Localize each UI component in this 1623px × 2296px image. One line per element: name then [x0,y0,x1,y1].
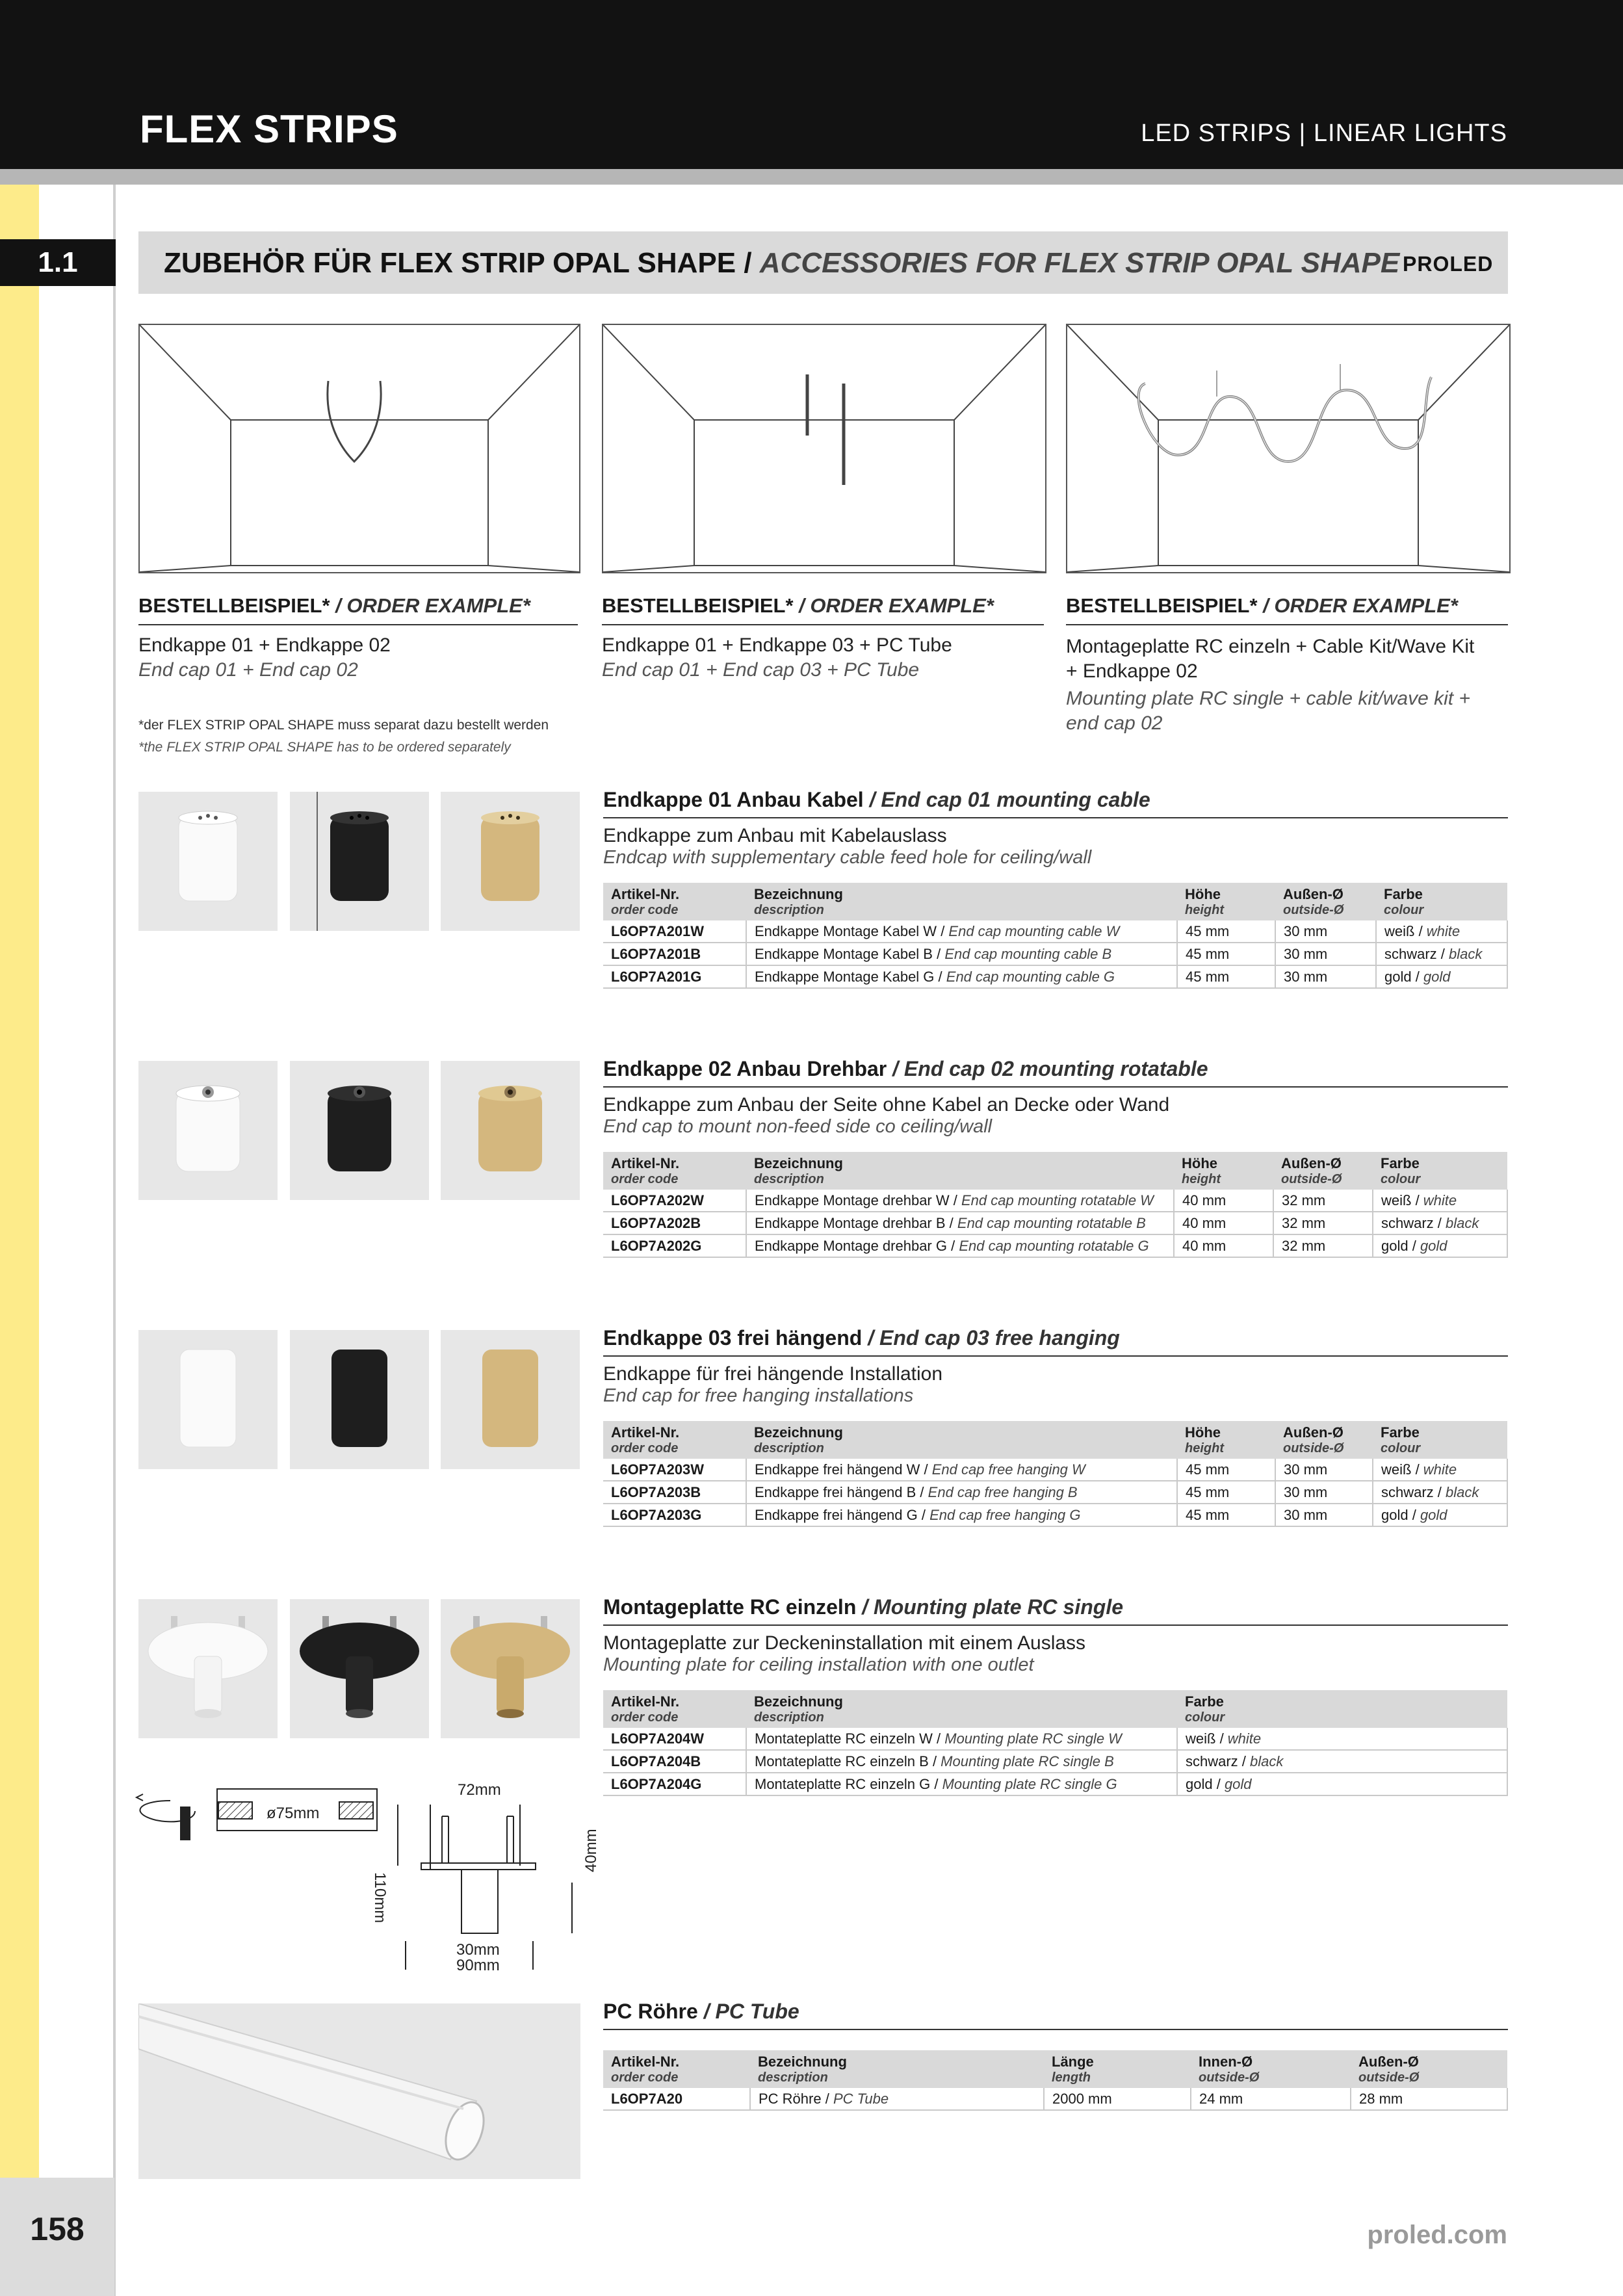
description-cell: PC Röhre / PC Tube [750,2088,1044,2110]
photo-end-cap-03-black [290,1330,429,1469]
photo-end-cap-03-gold [441,1330,580,1469]
column-header: Bezeichnung description [746,1690,1177,1728]
product-title [603,1057,1508,1088]
description-cell: Endkappe Montage drehbar G / End cap mounting rotatable G [746,1234,1174,1257]
product-title [603,2000,1508,2030]
product-end-cap-02 [603,1057,1508,1138]
product-desc-de: Montageplatte zur Deckeninstallation mit einem Auslass [603,1632,1086,1654]
order-code: L6OP7A202G [603,1234,746,1257]
photo-mounting-plate-gold [441,1599,580,1738]
product-title-de: Endkappe 03 frei hängend [603,1326,863,1350]
top-divider [0,169,1623,185]
product-title-en: / End cap 02 mounting rotatable [887,1057,1208,1080]
colour-cell: weiß / white [1373,1190,1507,1212]
product-desc-de: Endkappe zum Anbau mit Kabelauslass [603,825,947,846]
order-example-heading-de: BESTELLBEISPIEL* [138,594,330,617]
table-header-row [603,883,1507,920]
colour-cell: schwarz / black [1373,1212,1507,1234]
column-header: Außen-Ø outside-Ø [1275,883,1376,920]
margin-line [113,185,116,2296]
table-header-row [603,1152,1507,1190]
order-code: L6OP7A201W [603,920,746,943]
footnote-en: *the FLEX STRIP OPAL SHAPE has to be ordered separately [138,740,511,755]
column-header: Artikel-Nr. order code [603,1690,746,1728]
order-example-3 [1066,594,1508,736]
column-header: Farbe colour [1373,1152,1507,1190]
scene-example-2 [602,324,1046,573]
column-header: Höhe height [1177,883,1275,920]
table-row [603,1212,1507,1234]
section-title-sep: / [736,247,760,279]
column-header: Bezeichnung description [746,883,1177,920]
colour-cell: weiß / white [1376,920,1507,943]
outside-diameter-cell: 30 mm [1275,920,1376,943]
product-title [603,1595,1508,1626]
mounting-plate-dimension-drawing [130,1775,591,1983]
height-cell: 40 mm [1174,1190,1273,1212]
order-example-en: End cap 01 + End cap 03 + PC Tube [602,659,920,681]
order-code: L6OP7A203W [603,1459,746,1481]
photo-pc-tube [138,2003,580,2179]
description-cell: Endkappe Montage drehbar W / End cap mounting rotatable W [746,1190,1174,1212]
order-example-heading-de: BESTELLBEISPIEL* [1066,594,1258,617]
product-title-de: Montageplatte RC einzeln [603,1595,857,1619]
table-row [603,1504,1507,1526]
column-header: Artikel-Nr. order code [603,1421,746,1459]
table-row [603,1481,1507,1504]
header-category: LED STRIPS | LINEAR LIGHTS [1141,120,1507,147]
column-header: Höhe height [1174,1152,1273,1190]
outside-diameter-cell: 32 mm [1273,1234,1373,1257]
order-code: L6OP7A203B [603,1481,746,1504]
table-row [603,1234,1507,1257]
description-cell: Endkappe Montage Kabel B / End cap mounting cable B [746,943,1177,965]
table-row [603,2088,1507,2110]
description-cell: Montateplatte RC einzeln G / Mounting plate RC single G [746,1773,1177,1795]
table-header-row [603,2050,1507,2088]
height-cell: 45 mm [1177,943,1275,965]
table-row [603,1750,1507,1773]
order-code: L6OP7A202B [603,1212,746,1234]
side-color-strip [0,185,39,2178]
photo-end-cap-01-white [138,792,278,931]
colour-cell: schwarz / black [1177,1750,1507,1773]
description-cell: Montateplatte RC einzeln W / Mounting plate RC single W [746,1728,1177,1750]
spec-table-end-cap-01 [603,883,1508,989]
description-cell: Endkappe Montage Kabel G / End cap mounting cable G [746,965,1177,988]
column-header: Außen-Ø outside-Ø [1275,1421,1373,1459]
product-desc-en: Mounting plate for ceiling installation with one outlet [603,1654,1034,1675]
column-header: Außen-Ø outside-Ø [1273,1152,1373,1190]
spec-table-end-cap-03 [603,1421,1508,1527]
column-header: Innen-Ø outside-Ø [1191,2050,1351,2088]
product-title [603,788,1508,818]
table-row [603,1190,1507,1212]
description-cell: Endkappe frei hängend W / End cap free hanging W [746,1459,1177,1481]
proled-logo: PROLED [1403,252,1494,276]
dimension-tube-height: 40mm [582,1829,600,1872]
order-example-heading [1066,594,1508,625]
order-example-1 [138,594,578,681]
order-example-de: Montageplatte RC einzeln + Cable Kit/Wave Kit + Endkappe 02 [1066,636,1475,682]
product-desc-en: End cap for free hanging installations [603,1385,914,1406]
order-example-heading [602,594,1044,625]
height-cell: 40 mm [1174,1212,1273,1234]
table-row [603,965,1507,988]
spec-table-end-cap-02 [603,1152,1508,1258]
table-row [603,943,1507,965]
height-cell: 45 mm [1177,1481,1275,1504]
colour-cell: weiß / white [1373,1459,1507,1481]
photo-end-cap-02-white [138,1061,278,1200]
order-code: L6OP7A203G [603,1504,746,1526]
outside-diameter-cell: 32 mm [1273,1190,1373,1212]
inner-diameter-cell: 24 mm [1191,2088,1351,2110]
column-header: Bezeichnung description [746,1152,1174,1190]
order-code: L6OP7A204W [603,1728,746,1750]
product-mounting-plate [603,1595,1508,1676]
section-title [164,247,1399,280]
table-header-row [603,1421,1507,1459]
order-code: L6OP7A201B [603,943,746,965]
product-end-cap-03 [603,1326,1508,1407]
photo-end-cap-03-white [138,1330,278,1469]
colour-cell: gold / gold [1373,1504,1507,1526]
table-row [603,1773,1507,1795]
product-desc-en: End cap to mount non-feed side co ceiling/wall [603,1116,993,1137]
header-title: FLEX STRIPS [140,107,398,151]
product-end-cap-01 [603,788,1508,868]
description-cell: Endkappe frei hängend B / End cap free hanging B [746,1481,1177,1504]
column-header: Länge length [1044,2050,1191,2088]
outside-diameter-cell: 28 mm [1351,2088,1507,2110]
table-header-row [603,1690,1507,1728]
photo-end-cap-02-gold [441,1061,580,1200]
order-code: L6OP7A202W [603,1190,746,1212]
product-pc-tube [603,2000,1508,2030]
column-header: Bezeichnung description [750,2050,1044,2088]
product-title-de: Endkappe 02 Anbau Drehbar [603,1057,887,1080]
order-example-heading-de: BESTELLBEISPIEL* [602,594,794,617]
outside-diameter-cell: 30 mm [1275,965,1376,988]
order-example-de: Endkappe 01 + Endkappe 02 [138,634,391,656]
colour-cell: schwarz / black [1376,943,1507,965]
column-header: Artikel-Nr. order code [603,1152,746,1190]
order-example-en: End cap 01 + End cap 02 [138,659,358,681]
outside-diameter-cell: 30 mm [1275,1504,1373,1526]
product-desc-de: Endkappe für frei hängende Installation [603,1363,943,1385]
photo-end-cap-01-gold [441,792,580,931]
order-code: L6OP7A20 [603,2088,750,2110]
photo-mounting-plate-black [290,1599,429,1738]
product-title-en: / End cap 03 free hanging [862,1326,1120,1350]
photo-end-cap-01-black [290,792,429,931]
product-title [603,1326,1508,1357]
colour-cell: schwarz / black [1373,1481,1507,1504]
scene-example-1 [138,324,580,573]
footnote-de: *der FLEX STRIP OPAL SHAPE muss separat dazu bestellt werden [138,718,549,733]
product-desc-de: Endkappe zum Anbau der Seite ohne Kabel an Decke oder Wand [603,1094,1170,1115]
column-header: Bezeichnung description [746,1421,1177,1459]
order-example-heading-en: / ORDER EXAMPLE* [330,594,530,617]
table-row [603,920,1507,943]
height-cell: 40 mm [1174,1234,1273,1257]
order-code: L6OP7A201G [603,965,746,988]
height-cell: 45 mm [1177,1504,1275,1526]
description-cell: Montateplatte RC einzeln B / Mounting plate RC single B [746,1750,1177,1773]
colour-cell: gold / gold [1376,965,1507,988]
height-cell: 45 mm [1177,1459,1275,1481]
column-header: Artikel-Nr. order code [603,2050,750,2088]
product-desc-en: Endcap with supplementary cable feed hole for ceiling/wall [603,847,1092,868]
dimension-diameter: ø75mm [266,1805,320,1822]
length-cell: 2000 mm [1044,2088,1191,2110]
photo-end-cap-02-black [290,1061,429,1200]
product-title-de: PC Röhre [603,2000,698,2023]
table-row [603,1459,1507,1481]
spec-table-mounting-plate [603,1690,1508,1796]
scene-example-3 [1066,324,1511,573]
section-number: 1.1 [0,239,116,286]
footer-url[interactable]: proled.com [1367,2221,1507,2249]
column-header: Farbe colour [1177,1690,1507,1728]
order-code: L6OP7A204G [603,1773,746,1795]
outside-diameter-cell: 30 mm [1275,1459,1373,1481]
section-title-en: ACCESSORIES FOR FLEX STRIP OPAL SHAPE [759,247,1400,279]
description-cell: Endkappe Montage Kabel W / End cap mounting cable W [746,920,1177,943]
section-title-de: ZUBEHÖR FÜR FLEX STRIP OPAL SHAPE [164,247,736,279]
dimension-total-height: 110mm [371,1872,389,1924]
column-header: Außen-Ø outside-Ø [1351,2050,1507,2088]
order-example-en: Mounting plate RC single + cable kit/wave kit + end cap 02 [1066,688,1470,734]
height-cell: 45 mm [1177,920,1275,943]
dimension-base-width: 90mm [456,1957,500,1974]
order-code: L6OP7A204B [603,1750,746,1773]
dimension-tube-width: 30mm [456,1941,500,1959]
order-example-2 [602,594,1044,681]
product-title-en: / Mounting plate RC single [856,1595,1124,1619]
order-example-heading [138,594,578,625]
order-example-heading-en: / ORDER EXAMPLE* [1257,594,1458,617]
height-cell: 45 mm [1177,965,1275,988]
column-header: Artikel-Nr. order code [603,883,746,920]
column-header: Farbe colour [1373,1421,1507,1459]
order-example-heading-en: / ORDER EXAMPLE* [793,594,994,617]
description-cell: Endkappe frei hängend G / End cap free hanging G [746,1504,1177,1526]
outside-diameter-cell: 30 mm [1275,1481,1373,1504]
outside-diameter-cell: 32 mm [1273,1212,1373,1234]
photo-mounting-plate-white [138,1599,278,1738]
colour-cell: weiß / white [1177,1728,1507,1750]
column-header: Höhe height [1177,1421,1275,1459]
page-number: 158 [30,2211,84,2247]
colour-cell: gold / gold [1177,1773,1507,1795]
outside-diameter-cell: 30 mm [1275,943,1376,965]
spec-table-pc-tube [603,2050,1508,2111]
product-title-en: / PC Tube [697,2000,799,2023]
order-example-de: Endkappe 01 + Endkappe 03 + PC Tube [602,634,952,656]
column-header: Farbe colour [1376,883,1507,920]
colour-cell: gold / gold [1373,1234,1507,1257]
description-cell: Endkappe Montage drehbar B / End cap mounting rotatable B [746,1212,1174,1234]
product-title-de: Endkappe 01 Anbau Kabel [603,788,864,811]
dimension-top-width: 72mm [458,1781,501,1799]
product-title-en: / End cap 01 mounting cable [863,788,1150,811]
table-row [603,1728,1507,1750]
